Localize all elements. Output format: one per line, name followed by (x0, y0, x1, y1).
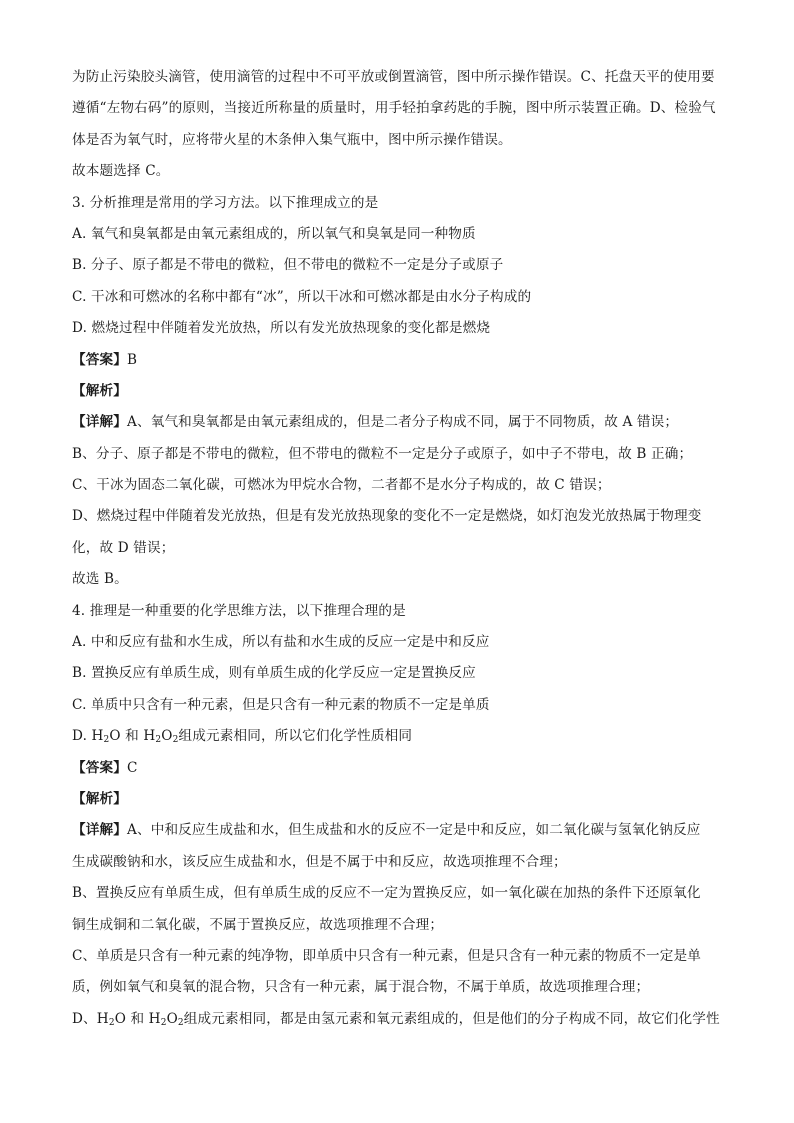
text-line: 故本题选择 C。 (72, 163, 170, 180)
text-run: D. H (72, 728, 104, 745)
text-run: O (166, 1010, 178, 1027)
subscript: 2 (172, 735, 179, 746)
question-4-detail (72, 815, 732, 846)
subscript: 2 (103, 735, 110, 746)
text-run: 组成元素相同，所以它们化学性质相同 (178, 728, 413, 745)
question-4-detail: 铜生成铜和二氧化碳，不属于置换反应，故选项推理不合理； (72, 916, 444, 933)
question-3-answer (72, 345, 732, 376)
question-4-option-b: B. 置换反应有单质生成，则有单质生成的化学反应一定是置换反应 (72, 665, 476, 682)
question-3-detail: B、分子、原子都是不带电的微粒，但不带电的微粒不一定是分子或原子，如中子不带电，故 B 正确； (72, 445, 693, 462)
subscript: 2 (177, 1017, 184, 1028)
detail-tag: 【详解】 (72, 822, 127, 839)
question-3-option-a: A. 氧气和臭氧都是由氧元素组成的，所以氧气和臭氧是同一种物质 (72, 225, 476, 242)
question-4-detail: 生成碳酸钠和水，该反应生成盐和水，但是不属于中和反应，故选项推理不合理； (72, 853, 567, 870)
question-3-stem: 3. 分析推理是常用的学习方法。以下推理成立的是 (72, 194, 379, 211)
text-run: 组成元素相同，都是由氢元素和氧元素组成的，但是他们的分子构成不同，故它们化学性 (183, 1010, 720, 1027)
answer-value: C (126, 759, 138, 776)
question-3-option-d: D. 燃烧过程中伴随着发光放热，所以有发光放热现象的变化都是燃烧 (72, 320, 491, 337)
text-line: 为防止污染胶头滴管，使用滴管的过程中不可平放或倒置滴管，图中所示操作错误。C、托盘天平的使用要 (72, 69, 715, 85)
question-3-option-b: B. 分子、原子都是不带电的微粒，但不带电的微粒不一定是分子或原子 (72, 257, 504, 274)
document-page (72, 62, 732, 1035)
question-4-analysis-tag (72, 784, 732, 815)
answer-tag: 【答案】 (72, 759, 127, 776)
detail-text: A、氧气和臭氧都是由氧元素组成的，但是二者分子构成不同，属于不同物质，故 A 错误； (126, 414, 679, 431)
question-3-option-c: C. 干冰和可燃冰的名称中都有“冰”，所以干冰和可燃冰都是由水分子构成的 (72, 288, 532, 305)
text-run: D、H (72, 1010, 109, 1027)
text-run: O (161, 728, 173, 745)
analysis-tag: 【解析】 (72, 382, 127, 399)
analysis-tag: 【解析】 (72, 790, 127, 807)
subscript: 2 (155, 735, 162, 746)
question-3-detail (72, 407, 732, 438)
question-4-detail: 质，例如氧气和臭氧的混合物，只含有一种元素，属于混合物，不属于单质，故选项推理合理； (72, 979, 650, 996)
detail-text: A、中和反应生成盐和水，但生成盐和水的反应不一定是中和反应，如二氧化碳与氢氧化钠反应 (126, 822, 701, 839)
question-3-conclusion: 故选 B。 (72, 571, 128, 588)
question-4-detail (72, 1004, 732, 1035)
text-line: 体是否为氧气时，应将带火星的木条伸入集气瓶中，图中所示操作错误。 (72, 131, 512, 148)
question-4-option-c: C. 单质中只含有一种元素，但是只含有一种元素的物质不一定是单质 (72, 696, 490, 713)
text-line: 遵循“左物右码”的原则，当接近所称量的质量时，用手轻拍拿药匙的手腕，图中所示装置正确。D、检验气 (72, 100, 716, 117)
answer-tag: 【答案】 (72, 351, 127, 368)
question-4-stem: 4. 推理是一种重要的化学思维方法，以下推理合理的是 (72, 602, 406, 619)
question-3-detail: C、干冰为固态二氧化碳，可燃冰为甲烷水合物，二者都不是水分子构成的，故 C 错误； (72, 477, 611, 494)
question-4-detail: C、单质是只含有一种元素的纯净物，即单质中只含有一种元素，但是只含有一种元素的物质不一定是单 (72, 947, 702, 964)
text-run: O 和 H (114, 1010, 161, 1027)
subscript: 2 (108, 1017, 115, 1028)
question-4-option-a: A. 中和反应有盐和水生成，所以有盐和水生成的反应一定是中和反应 (72, 634, 490, 651)
question-3-detail: D、燃烧过程中伴随着发光放热，但是有发光放热现象的变化不一定是燃烧，如灯泡发光放热属于物理变 (72, 508, 702, 525)
question-4-detail: B、置换反应有单质生成，但有单质生成的反应不一定为置换反应，如一氧化碳在加热的条件下还原氧化 (72, 885, 701, 902)
detail-tag: 【详解】 (72, 414, 127, 431)
question-3-analysis-tag (72, 376, 732, 407)
question-4-option-d (72, 721, 732, 752)
question-3-detail: 化，故 D 错误； (72, 539, 175, 556)
answer-value: B (126, 351, 138, 368)
question-4-answer (72, 753, 732, 784)
text-run: O 和 H (109, 728, 156, 745)
subscript: 2 (160, 1017, 167, 1028)
